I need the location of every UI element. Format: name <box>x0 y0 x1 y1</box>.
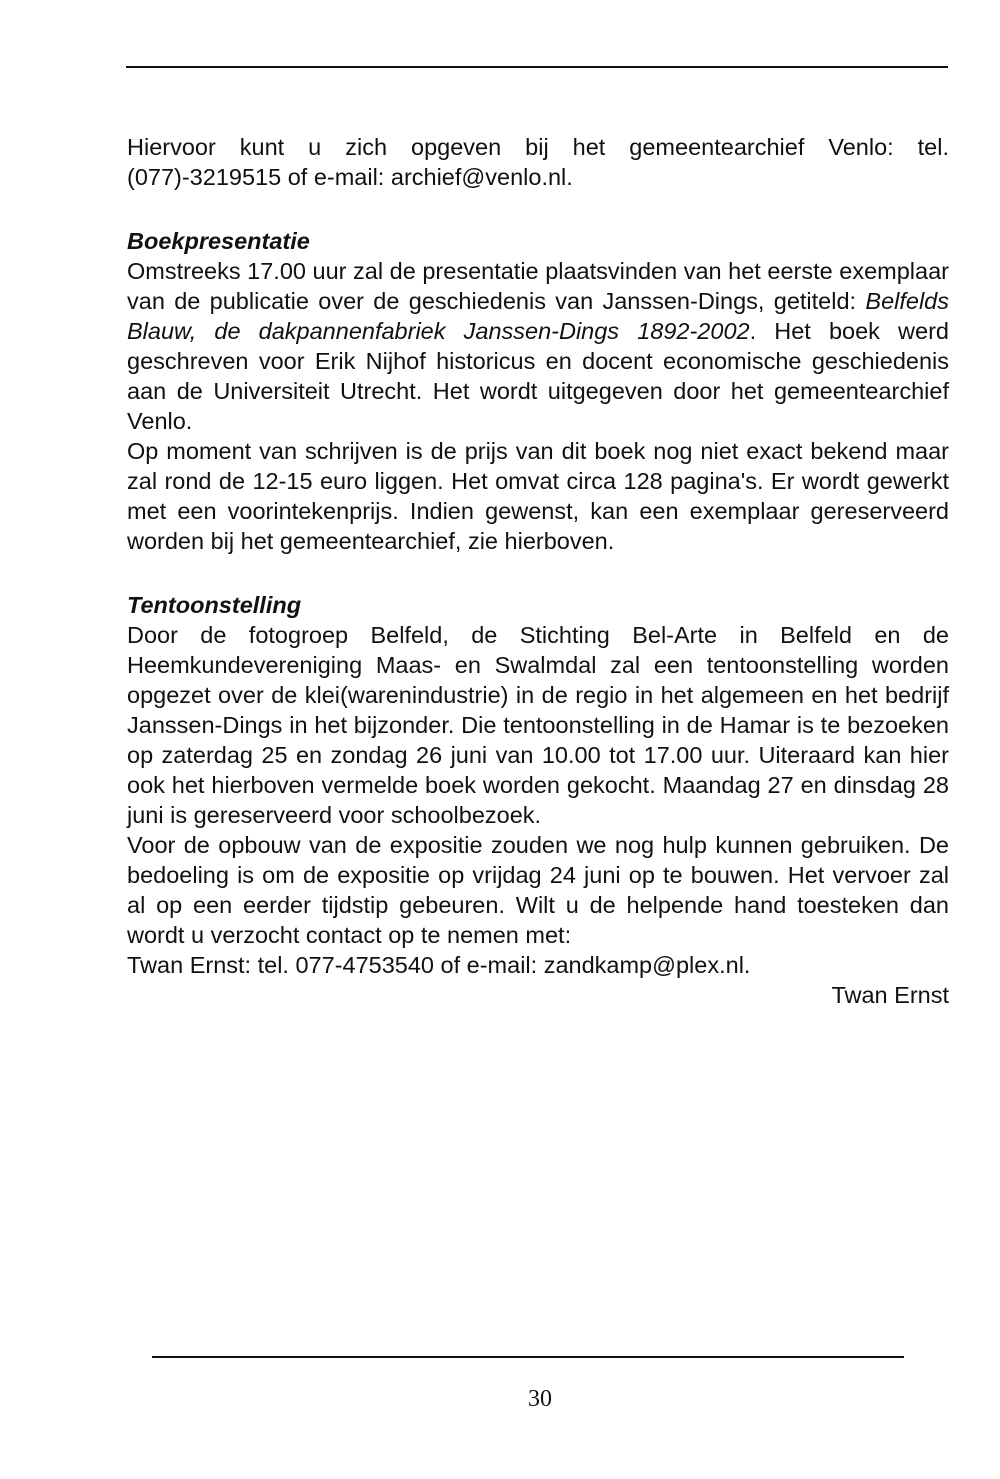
tentoonstelling-paragraph-1: Door de fotogroep Belfeld, de Stichting Bel-Arte in Belfeld en de Heemkundevereniging Maas- en Swalmdal zal een tentoonstelling worden opgezet over de klei(warenindustrie) in de regio in het algemeen en het bedrijf Janssen-Dings in het bijzonder. Die tentoonstelling in de Hamar is te bezoeken op zaterdag 25 en zondag 26 juni van 10.00 tot 17.00 uur. Uiteraard kan hier ook het hierboven vermelde boek worden gekocht. Maandag 27 en dinsdag 28 juni is gereserveerd voor schoolbezoek. <box>127 622 949 828</box>
boekpresentatie-paragraph-1 <box>127 256 949 436</box>
top-rule <box>126 66 948 68</box>
tentoonstelling-paragraph-2: Voor de opbouw van de expositie zouden we nog hulp kunnen gebruiken. De bedoeling is om de expositie op vrijdag 24 juni op te bouwen. Het vervoer zal al op een eerder tijdstip gebeuren. Wilt u de helpende hand toesteken dan wordt u verzocht contact op te nemen met: <box>127 832 949 948</box>
contact-line: Twan Ernst: tel. 077-4753540 of e-mail: zandkamp@plex.nl. <box>127 952 751 978</box>
boekpresentatie-paragraph-2: Op moment van schrijven is de prijs van dit boek nog niet exact bekend maar zal rond de 12-15 euro liggen. Het omvat circa 128 pagina's. Er wordt gewerkt met een voorintekenprijs. Indien gewenst, kan een exemplaar gereserveerd worden bij het gemeentearchief, zie hierboven. <box>127 438 949 554</box>
spacer <box>127 192 949 226</box>
page-content <box>127 132 949 1010</box>
boekpresentatie-text-end: . Het boek werd geschreven voor Erik Nijhof historicus en docent economische geschiedenis aan de Universiteit Utrecht. Het wordt uitgegeven door het gemeentearchief Venlo. <box>127 318 949 434</box>
book-title: Belfelds Blauw, de dakpannenfabriek Janssen-Dings 1892-2002 <box>127 288 949 344</box>
intro-paragraph: Hiervoor kunt u zich opgeven bij het gemeentearchief Venlo: tel. (077)-3219515 of e-mail: archief@venlo.nl. <box>127 134 949 190</box>
bottom-rule <box>152 1356 904 1358</box>
author-signature: Twan Ernst <box>831 982 949 1008</box>
spacer <box>127 556 949 590</box>
boekpresentatie-text-start: Omstreeks 17.00 uur zal de presentatie plaatsvinden van het eerste exemplaar van de publicatie over de geschiedenis van Janssen-Dings, getiteld: <box>127 258 949 314</box>
section-heading-tentoonstelling: Tentoonstelling <box>127 592 302 618</box>
section-heading-boekpresentatie: Boekpresentatie <box>127 228 310 254</box>
page-number: 30 <box>528 1386 552 1412</box>
